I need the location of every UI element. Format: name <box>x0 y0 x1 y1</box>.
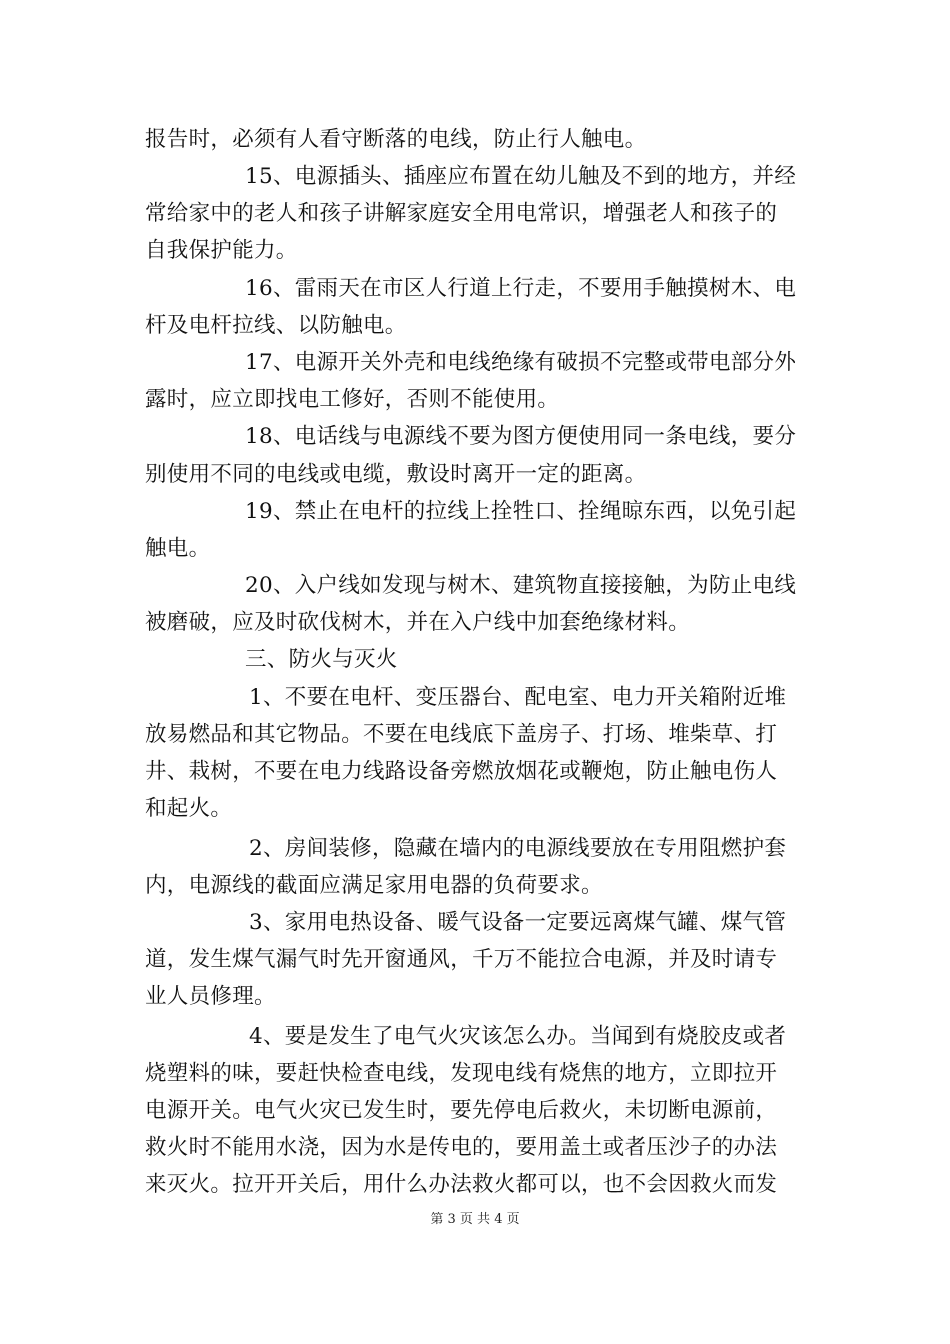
text-line: 内，电源线的截面应满足家用电器的负荷要求。 <box>145 873 603 898</box>
text-line: 15、电源插头、插座应布置在幼儿触及不到的地方，并经 <box>245 164 797 189</box>
text-line: 3、家用电热设备、暖气设备一定要远离煤气罐、煤气管 <box>249 910 787 935</box>
text-line: 烧塑料的味，要赶快检查电线，发现电线有烧焦的地方，立即拉开 <box>145 1061 778 1086</box>
text-line: 常给家中的老人和孩子讲解家庭安全用电常识，增强老人和孩子的 <box>145 201 778 226</box>
text-line: 井、栽树，不要在电力线路设备旁燃放烟花或鞭炮，防止触电伤人 <box>145 759 778 784</box>
text-line: 电源开关。电气火灾已发生时，要先停电后救火，未切断电源前， <box>145 1098 778 1123</box>
text-line: 19、禁止在电杆的拉线上拴牲口、拴绳晾东西，以免引起 <box>245 499 797 524</box>
text-line: 业人员修理。 <box>145 984 276 1009</box>
text-line: 放易燃品和其它物品。不要在电线底下盖房子、打场、堆柴草、打 <box>145 722 778 747</box>
text-line: 4、要是发生了电气火灾该怎么办。当闻到有烧胶皮或者 <box>249 1024 787 1049</box>
page-number-footer: 第 3 页 共 4 页 <box>430 1212 520 1227</box>
text-line: 2、房间装修，隐藏在墙内的电源线要放在专用阻燃护套 <box>249 836 787 861</box>
text-line: 18、电话线与电源线不要为图方便使用同一条电线，要分 <box>245 424 797 449</box>
text-line: 别使用不同的电线或电缆，敷设时离开一定的距离。 <box>145 462 647 487</box>
text-line: 来灭火。拉开开关后，用什么办法救火都可以，也不会因救火而发 <box>145 1172 778 1197</box>
text-line: 救火时不能用水浇，因为水是传电的，要用盖土或者压沙子的办法 <box>145 1135 778 1160</box>
text-line: 道，发生煤气漏气时先开窗通风，千万不能拉合电源，并及时请专 <box>145 947 778 972</box>
section-heading: 三、防火与灭火 <box>245 647 398 672</box>
text-line: 自我保护能力。 <box>145 238 298 263</box>
text-line: 露时，应立即找电工修好，否则不能使用。 <box>145 387 560 412</box>
text-line: 17、电源开关外壳和电线绝缘有破损不完整或带电部分外 <box>245 350 797 375</box>
text-line: 报告时，必须有人看守断落的电线，防止行人触电。 <box>145 127 647 152</box>
text-line: 和起火。 <box>145 796 233 821</box>
text-line: 20、入户线如发现与树木、建筑物直接接触，为防止电线 <box>245 573 797 598</box>
text-line: 16、雷雨天在市区人行道上行走，不要用手触摸树木、电 <box>245 276 797 301</box>
text-line: 触电。 <box>145 536 211 561</box>
text-line: 1、不要在电杆、变压器台、配电室、电力开关箱附近堆 <box>249 685 787 710</box>
text-line: 被磨破，应及时砍伐树木，并在入户线中加套绝缘材料。 <box>145 610 691 635</box>
text-line: 杆及电杆拉线、以防触电。 <box>145 313 407 338</box>
